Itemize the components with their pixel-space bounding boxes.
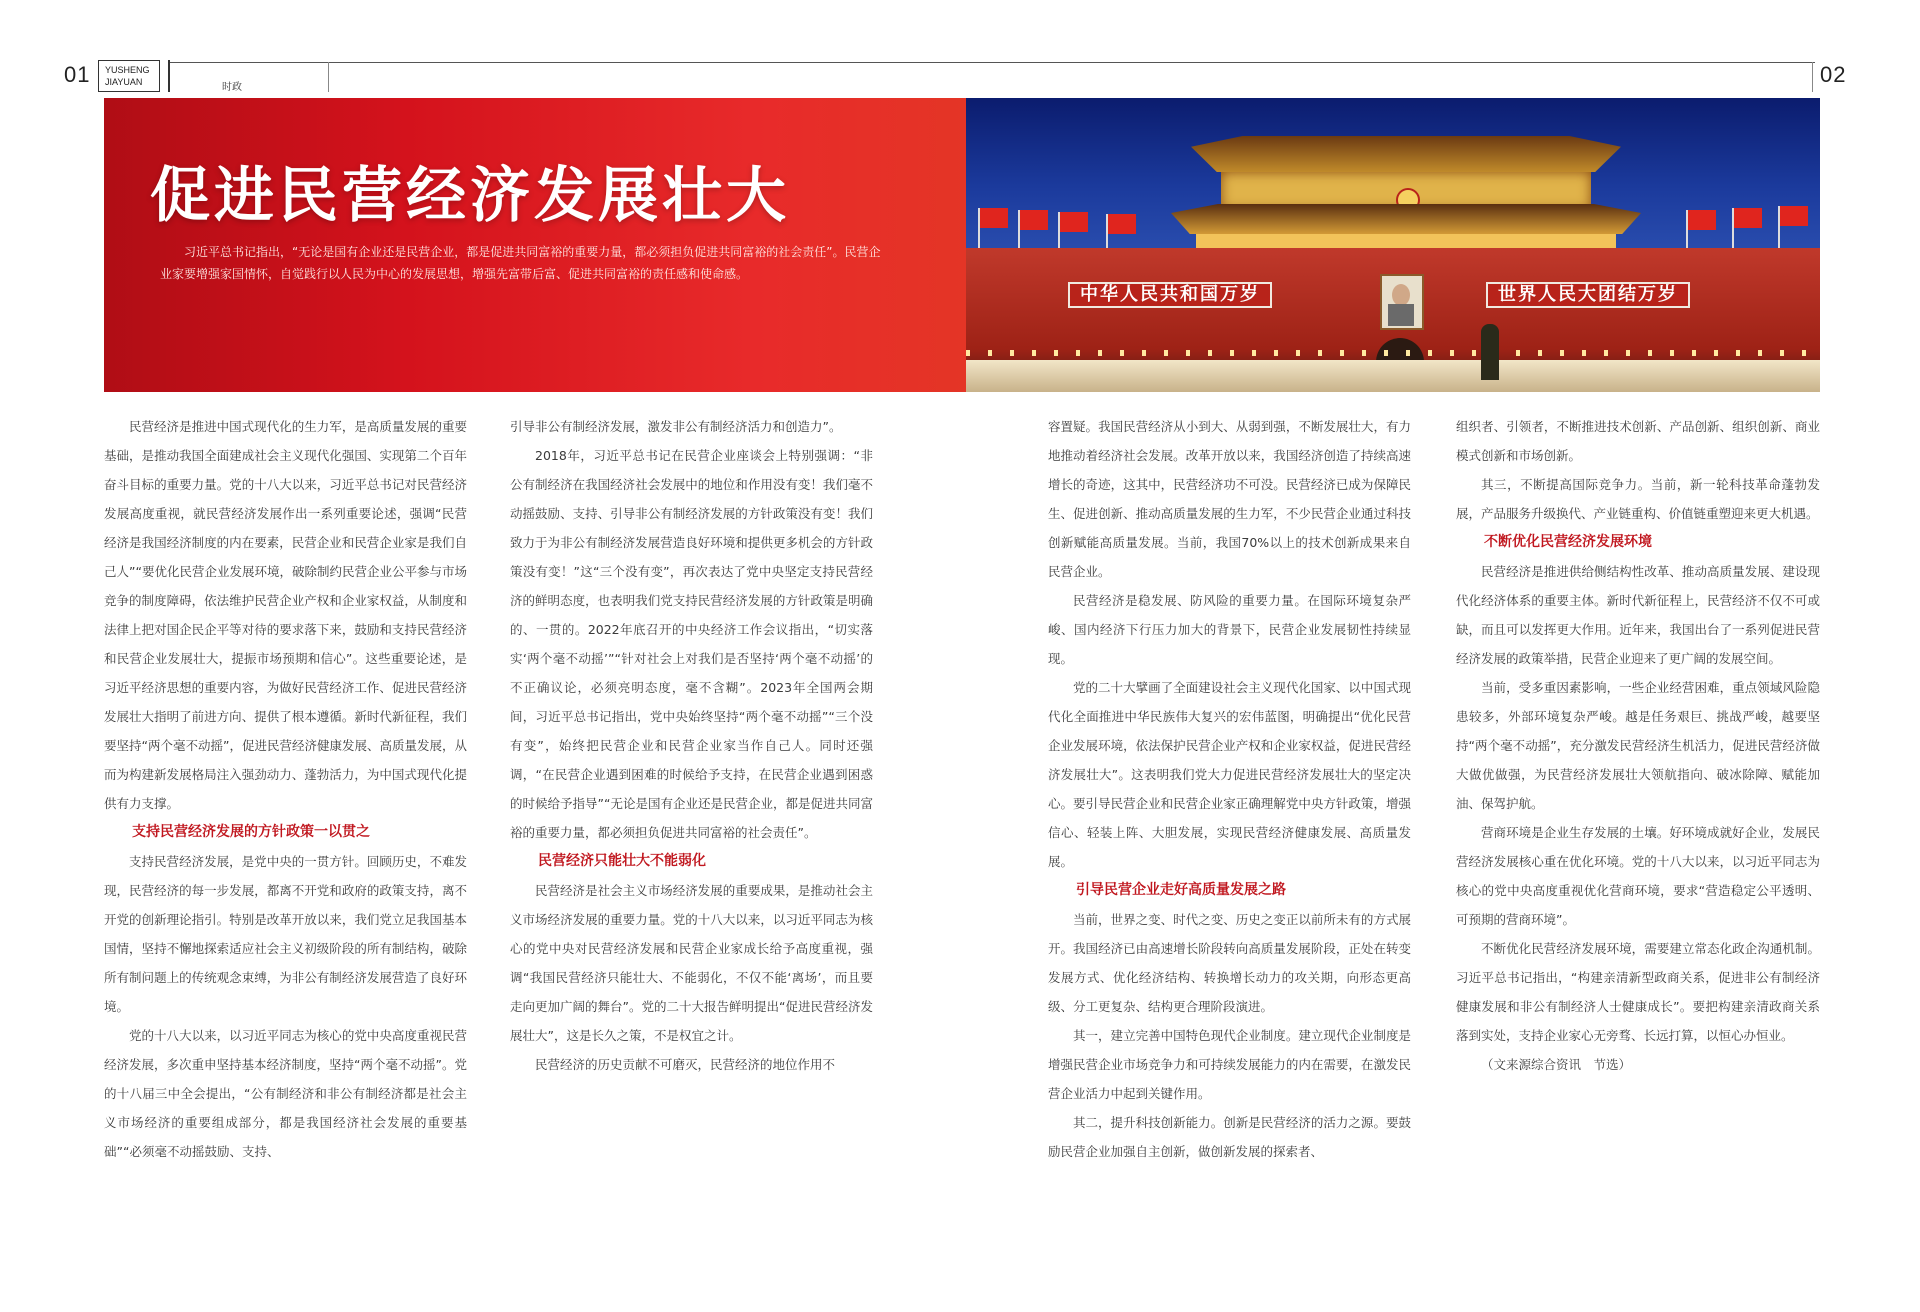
paragraph: 营商环境是企业生存发展的土壤。好环境成就好企业，发展民营经济发展核心重在优化环境。党的十八大以来，以习近平同志为核心的党中央高度重视优化营商环境，要求“营造稳定公平透明、可预期的营商环境”。	[1456, 825, 1820, 927]
article-title: 促进民营经济发展壮大	[150, 161, 790, 231]
header-tick-right	[1812, 62, 1813, 92]
paragraph: 容置疑。我国民营经济从小到大、从弱到强，不断发展壮大，有力地推动着经济社会发展。改革开放以来，我国经济创造了持续高速增长的奇迹，这其中，民营经济功不可没。民营经济已成为保障民生、促进创新、推动高质量发展的生力军，不少民营企业通过科技创新赋能高质量发展。当前，我国70%以上的技术创新成果来自民营企业。	[1048, 419, 1411, 579]
tiananmen-photo	[966, 98, 1820, 392]
gate-lower-roof	[1171, 204, 1641, 234]
page-number-left: 01	[64, 62, 91, 87]
slogan-right: 世界人民大团结万岁	[1486, 282, 1690, 308]
flag-icon	[1780, 206, 1808, 226]
article-column-3	[1048, 412, 1411, 1166]
paragraph: 不断优化民营经济发展环境，需要建立常态化政企沟通机制。习近平总书记指出，“构建亲清新型政商关系，促进非公有制经济健康发展和非公有制经济人士健康成长”。要把构建亲清政商关系落到实处，支持企业家心无旁骛、长远打算，以恒心办恒业。	[1456, 941, 1820, 1043]
article-column-2	[510, 412, 873, 1079]
header-tick-left	[328, 62, 329, 92]
guard-figure	[1481, 324, 1499, 380]
paragraph: 当前，世界之变、时代之变、历史之变正以前所未有的方式展开。我国经济已由高速增长阶段转向高质量发展阶段，正处在转变发展方式、优化经济结构、转换增长动力的攻关期，向形态更高级、分工更复杂、结构更合理阶段演进。	[1048, 912, 1411, 1014]
paragraph: 支持民营经济发展，是党中央的一贯方针。回顾历史，不难发现，民营经济的每一步发展，都离不开党和政府的政策支持，离不开党的创新理论指引。特别是改革开放以来，我们党立足我国基本国情，坚持不懈地探索适应社会主义初级阶段的所有制结构，破除所有制问题上的传统观念束缚，为非公有制经济发展营造了良好环境。	[104, 854, 467, 1014]
hero-banner	[104, 98, 1820, 392]
paragraph: 组织者、引领者，不断推进技术创新、产品创新、组织创新、商业模式创新和市场创新。	[1456, 419, 1820, 463]
paragraph: 2018年，习近平总书记在民营企业座谈会上特别强调：“非公有制经济在我国经济社会发展中的地位和作用没有变！我们毫不动摇鼓励、支持、引导非公有制经济发展的方针政策没有变！我们致力于为非公有制经济发展营造良好环境和提供更多机会的方针政策没有变！”这“三个没有变”，再次表达了党中央坚定支持民营经济的鲜明态度，也表明我们党支持民营经济发展的方针政策是明确的、一贯的。2022年底召开的中央经济工作会议指出，“切实落实‘两个毫不动摇’”“针对社会上对我们是否坚持‘两个毫不动摇’的不正确议论，必须亮明态度，毫不含糊”。2023年全国两会期间，习近平总书记指出，党中央始终坚持“两个毫不动摇”“三个没有变”，始终把民营企业和民营企业家当作自己人。同时还强调，“在民营企业遇到困难的时候给予支持，在民营企业遇到困惑的时候给予指导”“无论是国有企业还是民营企业，都是促进共同富裕的重要力量，都必须担负促进共同富裕的社会责任”。	[510, 448, 873, 840]
subheading: 不断优化民营经济发展环境	[1484, 534, 1652, 550]
flag-icon	[1734, 208, 1762, 228]
subheading: 民营经济只能壮大不能弱化	[538, 853, 706, 869]
paragraph: 民营经济的历史贡献不可磨灭，民营经济的地位作用不	[535, 1057, 836, 1072]
paragraph: 民营经济是稳发展、防风险的重要力量。在国际环境复杂严峻、国内经济下行压力加大的背景下，民营企业发展韧性持续显现。	[1048, 593, 1411, 666]
article-column-1	[104, 412, 467, 1166]
paragraph: 引导非公有制经济发展，激发非公有制经济活力和创造力”。	[510, 419, 842, 434]
banner-red-panel	[104, 98, 966, 392]
portrait	[1380, 274, 1424, 330]
subheading: 支持民营经济发展的方针政策一以贯之	[132, 824, 370, 840]
paragraph: 当前，受多重因素影响，一些企业经营困难，重点领域风险隐患较多，外部环境复杂严峻。越是任务艰巨、挑战严峻，越要坚持“两个毫不动摇”，充分激发民营经济生机活力，促进民营经济做大做优做强，为民营经济发展壮大领航指向、破冰除障、赋能加油、保驾护航。	[1456, 680, 1820, 811]
paragraph: 党的二十大擘画了全面建设社会主义现代化国家、以中国式现代化全面推进中华民族伟大复兴的宏伟蓝图，明确提出“优化民营企业发展环境，依法保护民营企业产权和企业家权益，促进民营经济发展壮大”。这表明我们党大力促进民营经济发展壮大的坚定决心。要引导民营企业和民营企业家正确理解党中央方针政策，增强信心、轻装上阵、大胆发展，实现民营经济健康发展、高质量发展。	[1048, 680, 1411, 869]
logo-divider	[168, 60, 170, 92]
page-number-right: 02	[1820, 62, 1847, 87]
flag-icon	[1020, 210, 1048, 230]
header-rule	[170, 62, 1815, 63]
paragraph: 其一，建立完善中国特色现代企业制度。建立现代企业制度是增强民营企业市场竞争力和可持续发展能力的内在需要，在激发民营企业活力中起到关键作用。	[1048, 1028, 1411, 1101]
paragraph: 党的十八大以来，以习近平同志为核心的党中央高度重视民营经济发展，多次重申坚持基本经济制度，坚持“两个毫不动摇”。党的十八届三中全会提出，“公有制经济和非公有制经济都是社会主义市场经济的重要组成部分，都是我国经济社会发展的重要基础”“必须毫不动摇鼓励、支持、	[104, 1028, 467, 1159]
flag-icon	[980, 208, 1008, 228]
flag-icon	[1108, 214, 1136, 234]
flag-icon	[1060, 212, 1088, 232]
slogan-left: 中华人民共和国万岁	[1068, 282, 1272, 308]
subheading: 引导民营企业走好高质量发展之路	[1076, 882, 1286, 898]
gate-upper-roof	[1191, 136, 1621, 172]
paragraph: 其三，不断提高国际竞争力。当前，新一轮科技革命蓬勃发展，产品服务升级换代、产业链重构、价值链重塑迎来更大机遇。	[1456, 477, 1820, 521]
paragraph: 民营经济是推进中国式现代化的生力军，是高质量发展的重要基础，是推动我国全面建成社会主义现代化强国、实现第二个百年奋斗目标的重要力量。党的十八大以来，习近平总书记对民营经济发展高度重视，就民营经济发展作出一系列重要论述，强调“民营经济是我国经济制度的内在要素，民营企业和民营企业家是我们自己人”“要优化民营企业发展环境，破除制约民营企业公平参与市场竞争的制度障碍，依法维护民营企业产权和企业家权益，从制度和法律上把对国企民企平等对待的要求落下来，鼓励和支持民营经济和民营企业发展壮大，提振市场预期和信心”。这些重要论述，是习近平经济思想的重要内容，为做好民营经济工作、促进民营经济发展壮大指明了前进方向、提供了根本遵循。新时代新征程，我们要坚持“两个毫不动摇”，促进民营经济健康发展、高质量发展，从而为构建新发展格局注入强劲动力、蓬勃活力，为中国式现代化提供有力支撑。	[104, 419, 467, 811]
source-note: （文来源综合资讯 节选）	[1481, 1057, 1632, 1072]
paragraph: 民营经济是推进供给侧结构性改革、推动高质量发展、建设现代化经济体系的重要主体。新时代新征程上，民营经济不仅不可或缺，而且可以发挥更大作用。近年来，我国出台了一系列促进民营经济发展的政策举措，民营企业迎来了更广阔的发展空间。	[1456, 564, 1820, 666]
magazine-logo	[98, 60, 160, 92]
bridge	[966, 360, 1820, 392]
article-column-4	[1456, 412, 1820, 1079]
paragraph: 其二，提升科技创新能力。创新是民营经济的活力之源。要鼓励民营企业加强自主创新，做创新发展的探索者、	[1048, 1115, 1411, 1159]
section-tag: 时政	[222, 82, 242, 93]
logo-line-1: YUSHENG	[105, 65, 150, 75]
bridge-lights	[966, 350, 1820, 356]
article-intro: 习近平总书记指出，“无论是国有企业还是民营企业，都是促进共同富裕的重要力量，都必须担负促进共同富裕的社会责任”。民营企业家要增强家国情怀，自觉践行以人民为中心的发展思想，增强先富带后富、促进共同富裕的责任感和使命感。	[160, 245, 881, 281]
paragraph: 民营经济是社会主义市场经济发展的重要成果，是推动社会主义市场经济发展的重要力量。党的十八大以来，以习近平同志为核心的党中央对民营经济发展和民营企业家成长给予高度重视，强调“我国民营经济只能壮大、不能弱化，不仅不能‘离场’，而且要走向更加广阔的舞台”。党的二十大报告鲜明提出“促进民营经济发展壮大”，这是长久之策，不是权宜之计。	[510, 883, 873, 1043]
flag-icon	[1688, 210, 1716, 230]
logo-line-2: JIAYUAN	[105, 77, 143, 87]
